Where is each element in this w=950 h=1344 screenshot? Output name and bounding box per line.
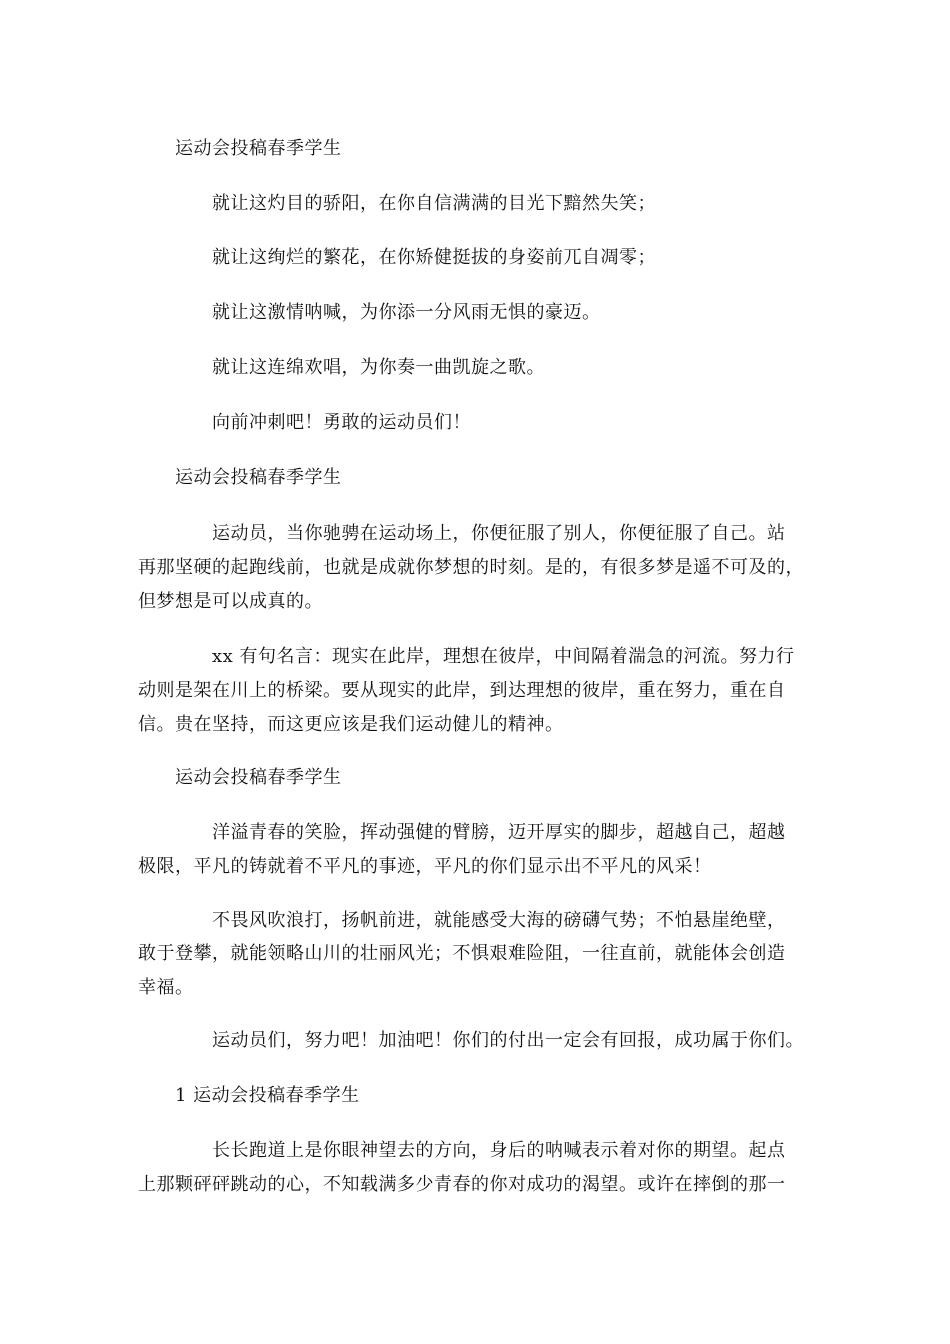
text-line: 信。贵在坚持，而这更应该是我们运动健儿的精神。 — [138, 714, 564, 735]
text-line: 但梦想是可以成真的。 — [138, 591, 323, 612]
section-heading: 运动会投稿春季学生 — [175, 138, 342, 159]
text-line: 就让这绚烂的繁花，在你矫健挺拔的身姿前兀自凋零； — [212, 247, 656, 268]
section-heading: 运动会投稿春季学生 — [175, 467, 342, 488]
text-line: 就让这激情呐喊，为你添一分风雨无惧的豪迈。 — [212, 302, 601, 323]
text-line: 向前冲刺吧！勇敢的运动员们！ — [212, 412, 471, 433]
text-line: 洋溢青春的笑脸，挥动强健的臂膀，迈开厚实的脚步，超越自己，超越 — [212, 822, 786, 843]
section-heading: 1 运动会投稿春季学生 — [175, 1085, 360, 1106]
text-line: 运动员，当你驰骋在运动场上，你便征服了别人，你便征服了自己。站 — [212, 523, 786, 544]
text-line: 就让这灼目的骄阳，在你自信满满的目光下黯然失笑； — [212, 193, 656, 214]
text-line: 再那坚硬的起跑线前，也就是成就你梦想的时刻。是的，有很多梦是遥不可及的， — [138, 557, 804, 578]
section-heading: 运动会投稿春季学生 — [175, 767, 342, 788]
text-line: 上那颗砰砰跳动的心，不知载满多少青春的你对成功的渴望。或许在摔倒的那一 — [138, 1174, 786, 1195]
text-line: 长长跑道上是你眼神望去的方向，身后的呐喊表示着对你的期望。起点 — [212, 1140, 786, 1161]
text-line: 不畏风吹浪打，扬帆前进，就能感受大海的磅礴气势；不怕悬崖绝壁， — [212, 910, 786, 931]
text-line: 敢于登攀，就能领略山川的壮丽风光；不惧艰难险阻，一往直前，就能体会创造 — [138, 943, 786, 964]
text-line: 就让这连绵欢唱，为你奏一曲凯旋之歌。 — [212, 357, 545, 378]
text-line: 运动员们，努力吧！加油吧！你们的付出一定会有回报，成功属于你们。 — [212, 1030, 804, 1051]
text-line: 极限，平凡的铸就着不平凡的事迹，平凡的你们显示出不平凡的风采！ — [138, 856, 712, 877]
text-line: 动则是架在川上的桥梁。要从现实的此岸，到达理想的彼岸，重在努力，重在自 — [138, 680, 786, 701]
text-line: xx 有句名言：现实在此岸，理想在彼岸，中间隔着湍急的河流。努力行 — [212, 646, 795, 667]
text-line: 幸福。 — [138, 977, 194, 998]
